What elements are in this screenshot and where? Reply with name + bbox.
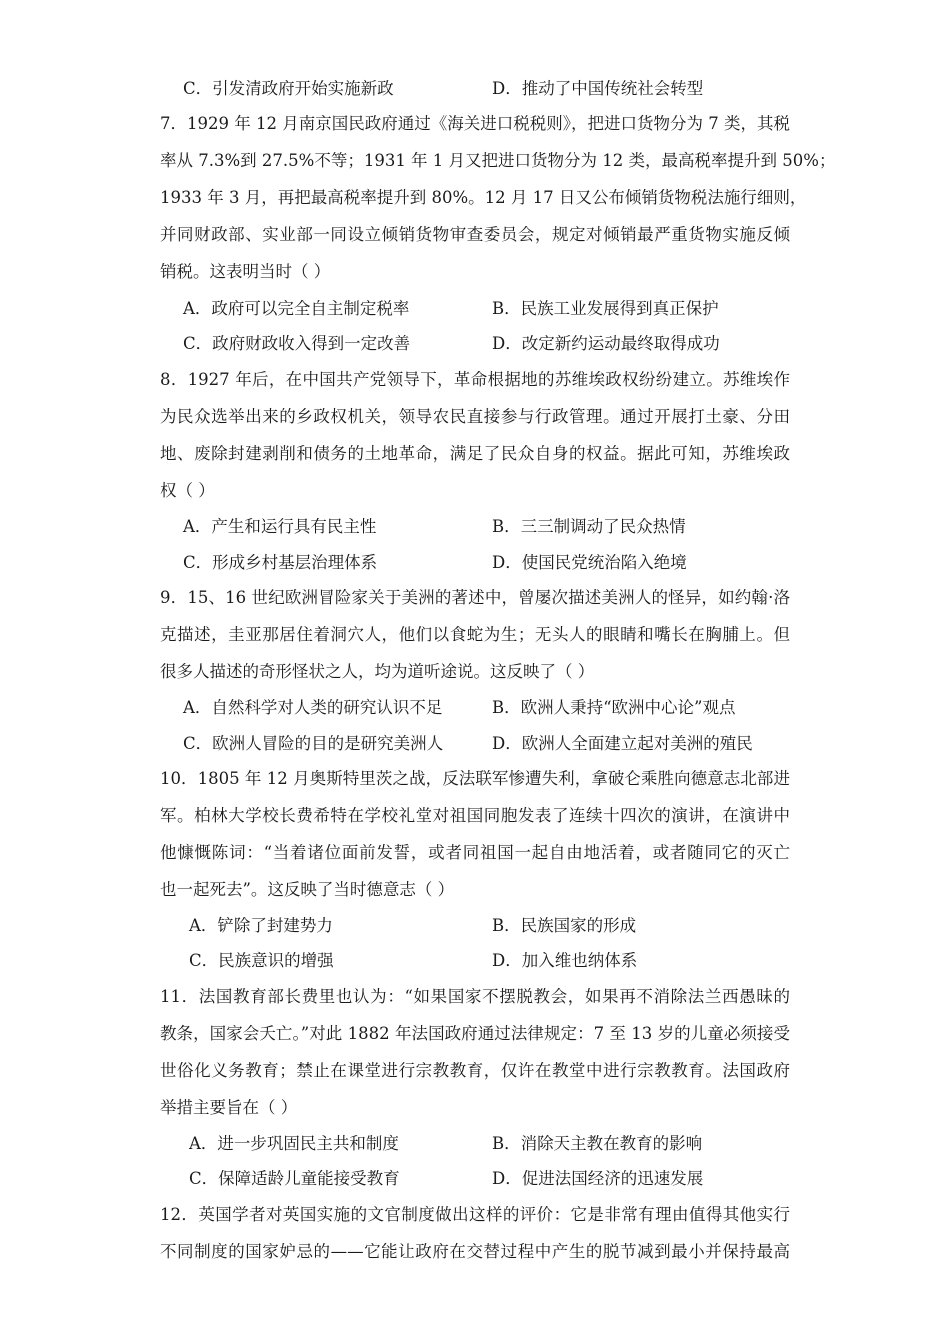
q9-option-c: C．欧洲人冒险的目的是研究美洲人	[183, 734, 444, 753]
q7-option-c: C．政府财政收入得到一定改善	[183, 334, 411, 353]
q7-stem-line: 1933 年 3 月，再把最高税率提升到 80%。12 月 17 日又公布倾销货物税法施行细则，	[160, 188, 807, 207]
q9-stem-line: 9．15、16 世纪欧洲冒险家关于美洲的著述中，曾屡次描述美洲人的怪异，如约翰·洛	[160, 588, 790, 607]
q7-option-d: D．改定新约运动最终取得成功	[492, 334, 720, 353]
q8-stem-line: 地、废除封建剥削和债务的土地革命，满足了民众自身的权益。据此可知，苏维埃政	[160, 444, 790, 463]
q11-stem-line: 世俗化义务教育；禁止在课堂进行宗教教育，仅许在教堂中进行宗教教育。法国政府	[160, 1061, 790, 1080]
q7-stem-line: 7．1929 年 12 月南京国民政府通过《海关进口税税则》，把进口货物分为 7 类，其税	[160, 114, 790, 133]
q10-option-a: A．铲除了封建势力	[189, 916, 333, 935]
q10-stem-line: 10．1805 年 12 月奥斯特里茨之战，反法联军惨遭失利，拿破仑乘胜向德意志北部进	[160, 769, 790, 788]
q10-stem-line: 他慷慨陈词：“当着诸位面前发誓，或者同祖国一起自由地活着，或者随同它的灭亡	[160, 843, 790, 862]
q11-stem-line: 举措主要旨在（ ）	[160, 1098, 298, 1117]
q8-option-b: B．三三制调动了民众热情	[492, 517, 686, 536]
q10-option-b: B．民族国家的形成	[492, 916, 637, 935]
q7-option-b: B．民族工业发展得到真正保护	[492, 299, 719, 318]
q8-stem-line: 为民众选举出来的乡政权机关，领导农民直接参与行政管理。通过开展打土豪、分田	[160, 407, 790, 426]
q9-stem-line: 很多人描述的奇形怪状之人，均为道听途说。这反映了（ ）	[160, 662, 595, 681]
q10-option-c: C．民族意识的增强	[189, 951, 334, 970]
q8-stem-line: 8．1927 年后，在中国共产党领导下，革命根据地的苏维埃政权纷纷建立。苏维埃作	[160, 370, 790, 389]
q9-option-a: A．自然科学对人类的研究认识不足	[183, 698, 443, 717]
q11-option-d: D．促进法国经济的迅速发展	[492, 1169, 704, 1188]
q11-stem-line: 11．法国教育部长费里也认为：“如果国家不摆脱教会，如果再不消除法兰西愚昧的	[160, 987, 790, 1006]
q10-option-d: D．加入维也纳体系	[492, 951, 638, 970]
q7-stem-line: 率从 7.3%到 27.5%不等；1931 年 1 月又把进口货物分为 12 类，最高税率提升到 50%；	[160, 151, 836, 170]
q11-option-b: B．消除天主教在教育的影响	[492, 1134, 703, 1153]
q9-option-b: B．欧洲人秉持“欧洲中心论”观点	[492, 698, 736, 717]
q11-option-a: A．进一步巩固民主共和制度	[189, 1134, 399, 1153]
q8-stem-line: 权（ ）	[160, 481, 215, 500]
q6-option-d: D．推动了中国传统社会转型	[492, 79, 704, 98]
q8-option-d: D．使国民党统治陷入绝境	[492, 553, 687, 572]
q9-option-d: D．欧洲人全面建立起对美洲的殖民	[492, 734, 753, 753]
q10-stem-line: 也一起死去”。这反映了当时德意志（ ）	[160, 880, 455, 899]
q7-stem-line: 并同财政部、实业部一同设立倾销货物审查委员会，规定对倾销最严重货物实施反倾	[160, 225, 790, 244]
q10-stem-line: 军。柏林大学校长费希特在学校礼堂对祖国同胞发表了连续十四次的演讲，在演讲中	[160, 806, 790, 825]
q11-stem-line: 教条，国家会夭亡。”对此 1882 年法国政府通过法律规定：7 至 13 岁的儿童必须接受	[160, 1024, 790, 1043]
q7-stem-line: 销税。这表明当时（ ）	[160, 262, 331, 281]
q9-stem-line: 克描述，圭亚那居住着洞穴人，他们以食蛇为生；无头人的眼睛和嘴长在胸脯上。但	[160, 625, 790, 644]
q11-option-c: C．保障适龄儿童能接受教育	[189, 1169, 400, 1188]
q7-option-a: A．政府可以完全自主制定税率	[183, 299, 410, 318]
q6-option-c: C．引发清政府开始实施新政	[183, 79, 394, 98]
q8-option-a: A．产生和运行具有民主性	[183, 517, 377, 536]
q12-stem-line: 12．英国学者对英国实施的文官制度做出这样的评价：它是非常有理由值得其他实行	[160, 1205, 790, 1224]
q12-stem-line: 不同制度的国家妒忌的——它能让政府在交替过程中产生的脱节减到最小并保持最高	[160, 1242, 790, 1261]
q8-option-c: C．形成乡村基层治理体系	[183, 553, 378, 572]
